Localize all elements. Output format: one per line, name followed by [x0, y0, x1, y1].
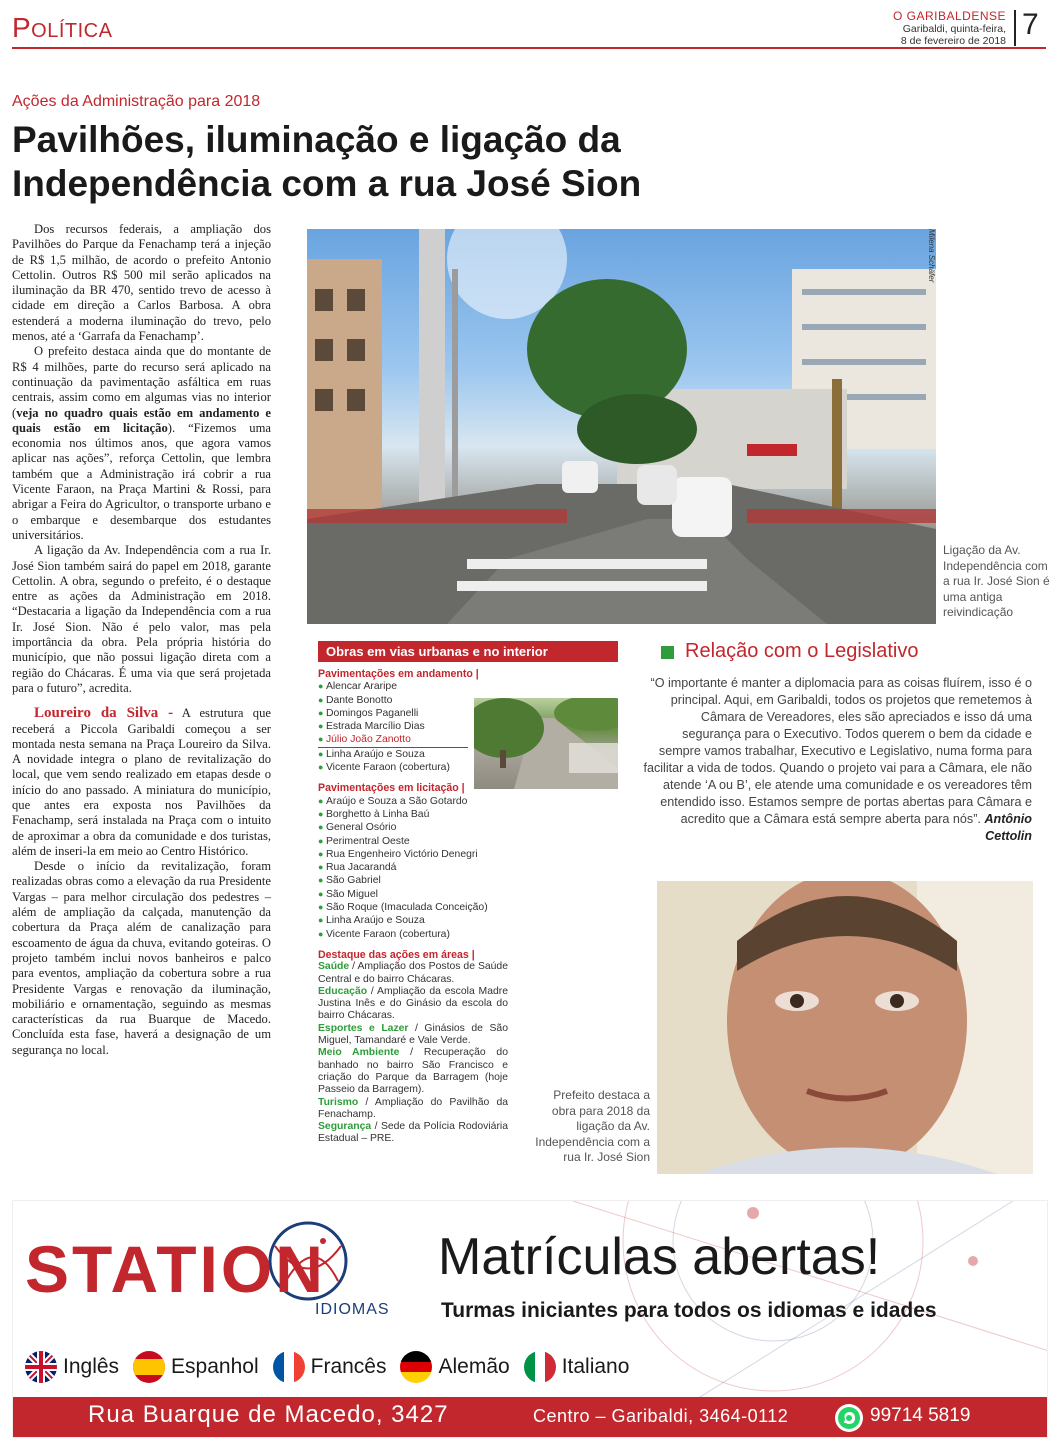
area-item — [318, 961, 508, 986]
section-name: Política — [12, 12, 113, 43]
mayor-quote — [640, 675, 1032, 845]
language-item — [524, 1351, 630, 1383]
area-text: / Ginásios de São Miguel, Tamandaré e Vale Verde. — [318, 1022, 508, 1047]
list-item: ● Rua Jacarandá — [318, 861, 618, 874]
list-item: ● São Roque (Imaculada Conceição) — [318, 901, 618, 914]
list-item: ● Rua Engenheiro Victório Denegri — [318, 848, 618, 861]
area-text: / Ampliação dos Postos de Saúde Central e do bairro Chácaras. — [318, 961, 508, 985]
list-item: ● Linha Araújo e Souza — [318, 748, 618, 761]
list-item: ● Dante Bonotto — [318, 694, 618, 707]
ad-contact-bar — [13, 1397, 1048, 1438]
area-item — [318, 1047, 508, 1096]
whatsapp-icon — [835, 1404, 863, 1432]
list-item — [318, 733, 468, 747]
area-text: / Ampliação da escola Madre Justina Inês e do Ginásio da escola do bairro Chácaras. — [318, 985, 508, 1022]
area-item — [318, 1121, 508, 1146]
list-item: ● Domingos Paganelli — [318, 707, 618, 720]
paragraph-text: ). “Fizemos uma economia nos últimos anos, que agora vamos aplicar nas ações”, reforça Cettolin, que lembra também que a Administração irá cobrir a rua Vicente Faraon, na Praça Martini & Rossi, para abrigar a Feira do Agricultor, o transporte urbano e o embarque e desembarque dos estudantes universitários. — [12, 420, 271, 542]
paragraph-text: O prefeito destaca ainda que do montante de R$ 4 milhões, parte do recurso será aplicado na continuação da pavimentação asfáltica em ruas centrais, assim como em algumas vias no interior ( — [12, 344, 271, 420]
street-illustration — [307, 229, 936, 624]
list-item: ● Linha Araújo e Souza — [318, 914, 618, 927]
list-item: ● Borghetto à Linha Baú — [318, 808, 618, 821]
article-paragraph: Dos recursos federais, a ampliação dos Pavilhões do Parque da Fenachamp terá a injeção de R$ 1,5 milhão, de acordo o prefeito Antonio Cettolin. Outros R$ 500 mil serão aplicados na iluminação da BR 470, sentido trevo de acesso à cidade em direção a Carlos Barbosa. A obra estenderá a moderna iluminação do trevo, pelo menos, até a ‘Garrafa da Fenachamp’. — [12, 222, 271, 344]
ad-address: Rua Buarque de Macedo, 3427 — [88, 1401, 449, 1428]
area-name: Esportes e Lazer — [318, 1022, 409, 1034]
list-item: ● Alencar Araripe — [318, 680, 618, 693]
newspaper-name: O GARIBALDENSE — [892, 9, 1006, 23]
area-text: / Recuperação do banhado no bairro São Francisco e criação do Parque da Barragem (hoje Passeio da Barragem). — [318, 1047, 508, 1096]
article-paragraph: Desde o início da revitalização, foram realizadas obras como a elevação da rua Presidente Vargas – para melhor circulação dos pedestres – além de ampliação da calçada, manutenção da cobertura da Praça além de canalização para escoamento de água da chuva, evitando goteiras. O projeto também inclui novos banheiros e palco para eventos, ampliação da cobertura sobre a rua Presidente Vargas e renovação da iluminação, mobiliário e ornamentação, seguindo as mesmas características da rua Buarque de Macedo. Concluída esta fase, haverá a designação de um segurança no local. — [12, 859, 271, 1057]
paragraph-text: A estrutura que receberá a Piccola Garibaldi começou a ser montada nesta semana na Praça Loureiro da Silva. A novidade integra o plano de revitalização do local, que vem sendo realizado em etapas desde o início do ano passado. A miniatura do município, que antes era exposta nos Pavilhões da Fenachamp, será instalada na Praça com o intuito de aproximar a obra da comunidade e dos turistas, além de inseri-la em meio ao Centro Histórico. — [12, 706, 271, 858]
bidding-list — [318, 795, 618, 941]
uk-flag-icon — [25, 1351, 57, 1383]
area-item — [318, 1023, 508, 1048]
dateline — [826, 23, 1006, 47]
section-bullet — [661, 646, 674, 659]
article-paragraph — [12, 344, 271, 543]
area-item — [318, 1097, 508, 1122]
list-item: ● Araújo e Souza a São Gotardo — [318, 795, 618, 808]
ad-headline: Matrículas abertas! — [438, 1228, 881, 1286]
road-works-photo — [474, 698, 618, 789]
spacer — [318, 941, 618, 949]
language-item — [400, 1351, 509, 1383]
area-item — [318, 986, 508, 1023]
language-item — [273, 1351, 387, 1383]
ad-brand-subtitle: IDIOMAS — [315, 1301, 390, 1318]
list-item: ● São Gabriel — [318, 874, 618, 887]
areas-list — [318, 961, 508, 1145]
ad-whatsapp-number: 99714 5819 — [870, 1405, 971, 1426]
dateline-date: 8 de fevereiro de 2018 — [900, 35, 1006, 47]
ad-subheadline: Turmas iniciantes para todos os idiomas e idades — [441, 1299, 937, 1322]
area-name: Meio Ambiente — [318, 1047, 400, 1059]
area-name: Saúde — [318, 961, 350, 973]
photo-credit: Milena Schäfer — [927, 229, 936, 283]
quote-author: Antônio Cettolin — [984, 812, 1032, 843]
portrait-caption: Prefeito destaca a obra para 2018 da ligação da Av. Independência com a rua Ir. José Sion — [535, 1088, 650, 1164]
legislative-title: Relação com o Legislativo — [685, 640, 919, 662]
photo-caption: Ligação da Av. Independência com a rua Ir. José Sion é uma antiga reivindicação — [943, 543, 1050, 619]
language-label: Inglês — [63, 1355, 120, 1378]
list-item: ● Vicente Faraon (cobertura) — [318, 928, 618, 941]
area-name: Segurança — [318, 1121, 372, 1133]
article-headline: Pavilhões, iluminação e ligação da Independência com a rua José Sion — [12, 119, 642, 204]
list-item: ● Vicente Faraon (cobertura) — [318, 761, 618, 774]
italy-flag-icon — [524, 1351, 556, 1383]
list-item: ● São Miguel — [318, 888, 618, 901]
list-item: ● General Osório — [318, 821, 618, 834]
page-number: 7 — [1022, 8, 1039, 41]
article-body — [12, 222, 271, 1058]
language-label: Alemão — [438, 1355, 510, 1378]
language-label: Italiano — [561, 1355, 630, 1378]
language-item — [25, 1351, 119, 1383]
header-rule — [12, 47, 1046, 49]
ad-city-phone: Centro – Garibaldi, 3464-0112 — [533, 1406, 789, 1426]
list-heading: Pavimentações em andamento | — [318, 668, 479, 680]
france-flag-icon — [273, 1351, 305, 1383]
list-heading: Destaque das ações em áreas | — [318, 948, 475, 961]
street-photo — [307, 229, 936, 624]
article-paragraph — [12, 706, 271, 859]
language-item — [133, 1351, 259, 1383]
area-text: / Sede da Polícia Rodoviária Estadual – PRE. — [318, 1121, 508, 1145]
article-paragraph: A ligação da Av. Independência com a rua Ir. José Sion também sairá do papel em 2018, garante Cettolin. A obra, segundo o prefeito, é o destaque entre as ações da Administração em 2018. “Destacaria a ligação da Independência com a rua Ir. José Sion. Não é pelo valor, mas pela importância da obra. Pela própria história do município, que não possui ligação direta com a região do Chácaras. É uma via que será projetada para o futuro”, acredita. — [12, 543, 271, 695]
list-item: ● Perimentral Oeste — [318, 835, 618, 848]
spain-flag-icon — [133, 1351, 165, 1383]
language-list — [25, 1349, 643, 1385]
quote-text: “O importante é manter a diplomacia para as coisas fluírem, isso é o principal. Aqui, em Garibaldi, todos os projetos que remetemos à Câmara de Vereadores, eles são apreciados e isso dá uma segurança para o Executivo. Todos querem o bem da cidade e sempre vamos trabalhar, Executivo e Legislativo, numa forma para facilitar a vida de todos. Quando o projeto vai para a Câmara, ele não atende ‘A ou B’, ele atende uma comunidade e os vereadores têm entendido isso. Estamos sempre de portas abertas para Câmara e acredito que a Câmara está sempre aberta para nós”. — [643, 676, 1032, 826]
dateline-place: Garibaldi, quinta-feira, — [902, 23, 1006, 35]
article-kicker: Ações da Administração para 2018 — [12, 93, 261, 110]
language-label: Espanhol — [171, 1355, 259, 1378]
list-item-text: Júlio João Zanotto — [325, 734, 411, 746]
article-subhead: Loureiro da Silva - — [34, 705, 174, 722]
box-title: Obras em vias urbanas e no interior — [318, 641, 618, 662]
advertisement — [12, 1200, 1048, 1438]
page-header — [0, 0, 1058, 56]
mayor-portrait-photo — [657, 881, 1033, 1174]
portrait-illustration — [657, 881, 1033, 1174]
paragraph-emphasis: veja no quadro quais estão em andamento e quais estão em licitação — [12, 405, 271, 435]
germany-flag-icon — [400, 1351, 432, 1383]
road-illustration — [474, 698, 618, 789]
list-item: ● Estrada Marcílio Dias — [318, 720, 618, 733]
area-name: Educação — [318, 985, 368, 997]
area-text: / Ampliação do Pavilhão da Fenachamp. — [318, 1096, 508, 1120]
list-heading: Pavimentações em licitação | — [318, 782, 465, 795]
area-name: Turismo — [318, 1096, 359, 1108]
language-label: Francês — [310, 1355, 387, 1378]
page-number-divider — [1014, 10, 1016, 46]
ad-brand-logo: STATION — [25, 1232, 326, 1306]
